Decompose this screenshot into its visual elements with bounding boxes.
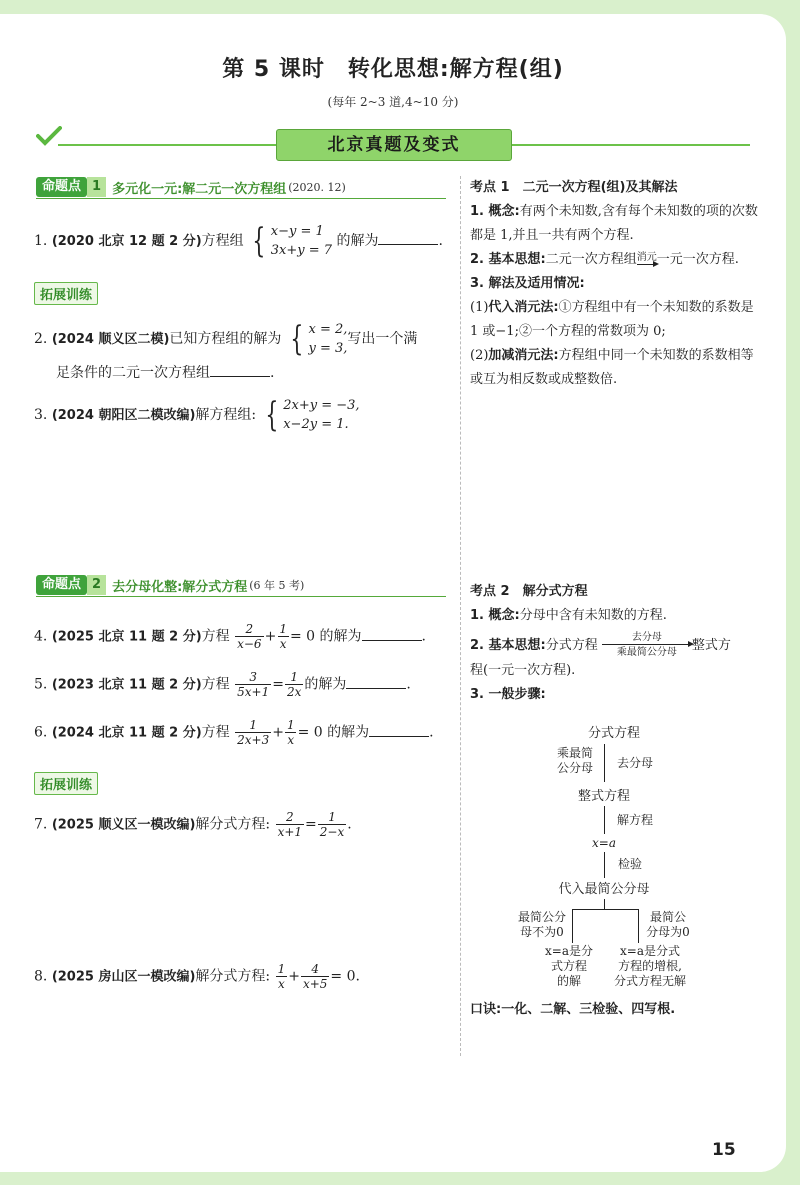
flow-node: x=a — [592, 836, 616, 850]
fraction — [318, 810, 346, 839]
fraction — [235, 718, 271, 747]
extension-label: 拓展训练 — [34, 772, 98, 795]
check-icon — [36, 126, 62, 146]
rhyme-label: 口诀: — [470, 1002, 502, 1017]
question-2-line2 — [34, 362, 274, 383]
flow-text: 分式方程无解 — [613, 974, 686, 988]
arrow-label — [637, 252, 657, 267]
knowledge-point-2 — [470, 580, 760, 707]
denominator: x−6 — [237, 637, 262, 651]
item-label: 3. 一般步骤: — [470, 687, 546, 702]
punct: . — [270, 365, 275, 381]
numerator: 2 — [245, 622, 254, 636]
answer-blank[interactable] — [378, 230, 438, 245]
item-label: 代入消元法: — [488, 300, 559, 315]
flow-result-left — [536, 944, 602, 989]
item-label: 2. 基本思想: — [470, 638, 546, 653]
answer-blank[interactable] — [346, 674, 406, 689]
topic-tag: 命题点 — [36, 177, 87, 197]
punct: . — [406, 676, 411, 693]
punct: . — [429, 724, 434, 741]
flow-label: 解方程 — [616, 813, 653, 827]
question-source: (2025 顺义区一模改编) — [51, 817, 196, 833]
question-source: (2024 朝阳区二模改编) — [51, 408, 196, 423]
equation: x−y = 1 — [270, 224, 324, 239]
numerator: 1 — [328, 810, 336, 824]
page-number: 15 — [712, 1140, 736, 1160]
question-text: = 0. — [330, 968, 360, 985]
denominator: 5x+1 — [237, 685, 270, 699]
flow-branch-left — [512, 910, 572, 940]
lesson-subtitle: (每年 2~3 道,4~10 分) — [327, 95, 459, 109]
flow-node: 代入最简公分母 — [558, 882, 650, 897]
flow-line — [572, 909, 573, 943]
rhyme — [470, 998, 760, 1022]
knowledge-point-1 — [470, 176, 760, 392]
question-number: 8. — [34, 968, 48, 985]
flow-node: 分式方程 — [587, 726, 640, 741]
question-text: 的解为 — [336, 233, 379, 249]
item-text: ①方程组中有一个未知数的系数是 1 或−1;②一个方程的常数项为 0; — [470, 300, 754, 339]
fraction — [277, 622, 289, 651]
question-text: 方程 — [201, 676, 230, 693]
flow-text: 最简公分 — [517, 910, 566, 924]
question-number: 7. — [34, 816, 48, 833]
operator: = — [305, 816, 317, 833]
flow-line — [638, 909, 639, 943]
numerator: 1 — [249, 718, 257, 732]
numerator: 1 — [290, 670, 298, 684]
denominator: x+5 — [302, 977, 328, 991]
question-7 — [34, 810, 352, 839]
item-label: 2. 基本思想: — [470, 252, 546, 267]
flow-line — [604, 899, 605, 909]
lesson-title: 第 5 课时 转化思想:解方程(组) — [222, 57, 564, 82]
topic-number: 2 — [87, 575, 106, 595]
fraction — [276, 810, 304, 839]
question-text: 方程组 — [201, 233, 244, 249]
item-index: (2) — [470, 348, 489, 363]
arrow-text: 乘最简公分母 — [616, 647, 677, 658]
knowledge-title: 考点 2 解分式方程 — [470, 584, 588, 599]
numerator: 3 — [249, 670, 257, 684]
flow-label: 检验 — [617, 857, 642, 871]
operator: + — [264, 628, 277, 645]
item-label: 1. 概念: — [470, 608, 520, 623]
flow-label: 去分母 — [616, 756, 653, 770]
numerator: 1 — [286, 718, 295, 732]
topic-tag: 命题点 — [36, 575, 87, 595]
operator: + — [272, 724, 284, 741]
punct: . — [421, 628, 426, 645]
item-index: (1) — [470, 300, 489, 315]
denominator: x — [278, 977, 285, 991]
question-text: 已知方程组的解为 — [169, 331, 282, 347]
question-number: 4. — [34, 628, 48, 645]
flow-result-right — [600, 944, 700, 989]
flow-node: 整式方程 — [577, 789, 630, 804]
question-source: (2025 房山区一模改编) — [51, 969, 196, 985]
denominator: x — [287, 733, 295, 747]
flow-text: x=a是分 — [545, 944, 593, 958]
question-text: 方程 — [201, 628, 230, 645]
flow-text: 乘最简 — [556, 746, 593, 760]
equation-system: { 2x+y = −3, x−2y = 1. — [264, 395, 360, 435]
flow-branch-right — [640, 910, 696, 940]
question-text: 的解为 — [304, 676, 347, 693]
numerator: 1 — [277, 962, 286, 976]
rhyme-text: 一化、二解、三检验、四写根. — [501, 1002, 676, 1017]
question-text: = 0 的解为 — [289, 628, 362, 645]
fraction — [301, 962, 329, 991]
arrow-label — [602, 632, 692, 659]
item-text: 整式方 — [691, 638, 731, 653]
punct: . — [438, 233, 443, 249]
item-label: 3. 解法及适用情况: — [470, 276, 585, 291]
denominator: x — [279, 637, 287, 651]
flow-line — [604, 806, 605, 834]
fraction — [285, 718, 297, 747]
denominator: x+1 — [277, 825, 303, 839]
flow-text: 的解 — [556, 974, 581, 988]
flow-text: 最简公 — [649, 910, 686, 924]
question-text: 解方程组: — [195, 407, 257, 423]
right-arrow-icon — [637, 264, 657, 267]
item-text: 二元一次方程组 — [545, 252, 637, 267]
flow-text: x=a是分式 — [620, 944, 680, 958]
item-text: 有两个未知数,含有每个未知数的项的次数都是 1,并且一共有两个方程. — [470, 204, 758, 243]
question-text: 写出一个满 — [347, 331, 418, 347]
answer-blank[interactable] — [210, 362, 270, 377]
question-number: 5. — [34, 676, 48, 693]
item-text: 一元一次方程. — [656, 252, 739, 267]
equation: y = 3, — [308, 341, 348, 356]
question-source: (2024 北京 11 题 2 分) — [51, 725, 202, 741]
topic-title: 多元化一元:解二元一次方程组 — [112, 181, 287, 197]
item-label: 加减消元法: — [488, 348, 559, 363]
question-number: 6. — [34, 724, 48, 741]
denominator: 2x+3 — [237, 733, 270, 747]
flow-text: 方程的增根, — [618, 959, 682, 973]
extension-label: 拓展训练 — [34, 282, 98, 305]
topic-note: (2020. 12) — [288, 180, 346, 194]
flow-text: 分母为0 — [646, 925, 690, 939]
topic-title: 去分母化整:解分式方程 — [112, 579, 248, 595]
question-1 — [34, 222, 443, 260]
flow-label-left — [550, 746, 600, 776]
question-text: 解分式方程: — [195, 816, 271, 833]
question-text: = 0 的解为 — [297, 724, 370, 741]
knowledge-title: 考点 1 二元一次方程(组)及其解法 — [470, 180, 678, 195]
question-3 — [34, 396, 360, 434]
numerator: 2 — [285, 810, 294, 824]
topic-number: 1 — [87, 177, 106, 197]
arrow-text: 消元 — [636, 252, 657, 263]
numerator: 1 — [279, 622, 287, 636]
equation: x−2y = 1. — [283, 417, 349, 432]
equation: 2x+y = −3, — [283, 398, 360, 413]
flow-line — [604, 744, 605, 782]
flow-line — [604, 852, 605, 878]
question-5 — [34, 670, 411, 699]
item-text: 程(一元一次方程). — [470, 663, 576, 678]
punct: . — [347, 816, 352, 833]
fraction — [276, 962, 288, 991]
item-text: 方程组中同一个未知数的系数相等或互为相反数或成整数倍. — [470, 348, 754, 387]
equation-system: { x−y = 1 3x+y = 7 — [252, 221, 333, 261]
flow-text: 母不为0 — [520, 925, 564, 939]
answer-blank[interactable] — [369, 722, 429, 737]
item-text: 分母中含有未知数的方程. — [519, 608, 667, 623]
question-number: 1. — [34, 233, 48, 249]
question-2 — [34, 320, 417, 358]
flow-text: 式方程 — [550, 959, 587, 973]
topic-header-1 — [36, 176, 446, 199]
operator: = — [272, 676, 284, 693]
arrow-text: 去分母 — [631, 632, 662, 643]
question-number: 2. — [34, 331, 48, 347]
question-source: (2023 北京 11 题 2 分) — [51, 677, 202, 693]
denominator: 2x — [286, 685, 302, 699]
answer-blank[interactable] — [362, 626, 422, 641]
topic-header-2 — [36, 574, 446, 597]
section-banner: 北京真题及变式 — [276, 129, 512, 161]
item-text: 分式方程 — [545, 638, 598, 653]
flow-text: 公分母 — [556, 761, 593, 775]
question-8 — [34, 962, 360, 991]
operator: + — [288, 968, 300, 985]
fraction — [235, 670, 271, 699]
flow-line — [572, 909, 638, 910]
question-6 — [34, 718, 434, 747]
denominator: 2−x — [319, 825, 345, 839]
question-number: 3. — [34, 407, 48, 423]
question-source: (2025 北京 11 题 2 分) — [51, 629, 202, 645]
question-source: (2020 北京 12 题 2 分) — [51, 234, 202, 249]
equation: x = 2, — [308, 322, 348, 337]
question-4 — [34, 622, 426, 651]
question-text: 解分式方程: — [195, 968, 271, 985]
equation: 3x+y = 7 — [270, 243, 333, 258]
item-label: 1. 概念: — [470, 204, 520, 219]
numerator: 4 — [311, 962, 319, 976]
topic-note: (6 年 5 考) — [249, 579, 305, 592]
fraction — [285, 670, 303, 699]
question-text: 方程 — [201, 724, 230, 741]
question-source: (2024 顺义区二模) — [51, 332, 170, 347]
column-divider — [460, 176, 461, 1056]
equation-system: { x = 2, y = 3, — [290, 319, 348, 359]
right-arrow-icon — [602, 644, 692, 647]
question-text: 足条件的二元一次方程组 — [56, 365, 210, 381]
fraction — [235, 622, 263, 651]
